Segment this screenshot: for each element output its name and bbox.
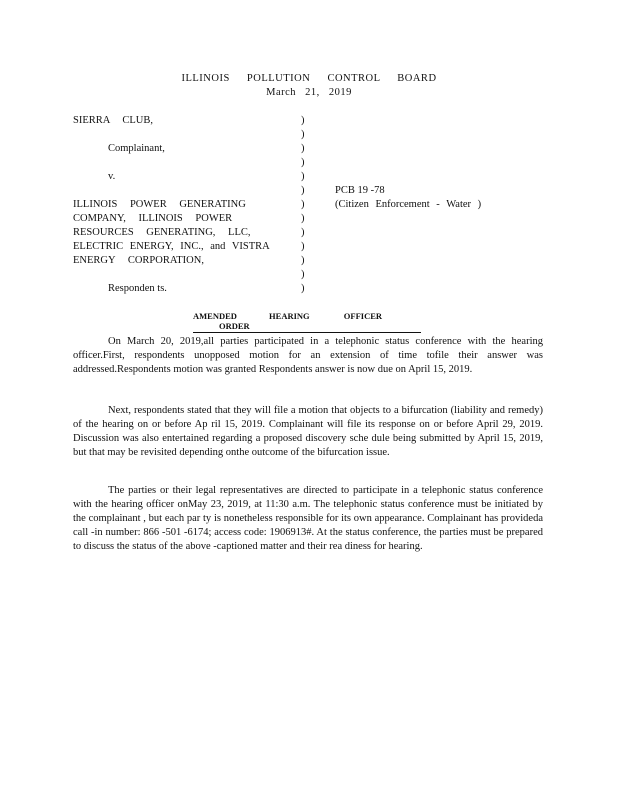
case-number: PCB 19 -78 — [335, 185, 385, 196]
order-title-word: AMENDED — [193, 311, 237, 321]
document-header — [0, 72, 618, 100]
paragraph-text: The parties or their legal representatives are directed to participate in a telephonic status conference with the hearing officer onMay 23, 2019, at 11:30 a.m. The telephonic status conference must be initiated by the complainant , but each par ty is nonetheless responsible for its own appearance. Complainant has provideda call -in number: 866 -501 -6174; access code: 1906913#. At the status conference, the parties must be prepared to discuss the status of the above -captioned matter and their rea diness for hearing. — [73, 485, 543, 552]
respondent-line: ILLINOIS POWER GENERATING — [73, 199, 246, 210]
order-date: March 21, 2019 — [266, 87, 352, 98]
respondent-line: ENERGY CORPORATION, — [73, 255, 204, 266]
order-title — [193, 311, 421, 333]
caption-parties — [73, 114, 298, 296]
paragraph-text: Next, respondents stated that they will file a motion that objects to a bifurcation (liability and remedy) of the hearing on or before Ap ril 15, 2019. Complainant will file its response on or before April 29, 2019. Discussion was also entertained regarding a proposed discovery sche dule being submitted by April 15, 2019, but that may be revisited depending onthe outcome of the bifurcation issue. — [73, 405, 543, 458]
order-title-word: ORDER — [219, 321, 250, 331]
paragraph-2 — [73, 404, 543, 460]
complainant-role: Complainant, — [108, 143, 165, 154]
paragraph-3 — [73, 484, 543, 554]
order-title-word: HEARING — [269, 311, 310, 321]
complainant-name: SIERRA CLUB, — [73, 115, 154, 126]
respondent-line: ELECTRIC ENERGY, INC., and VISTRA — [73, 241, 270, 252]
paragraph-1 — [73, 335, 543, 377]
paragraph-text: On March 20, 2019,all parties participated in a telephonic status conference with the hearing officer.First, respondents unopposed motion for an extension of time tofile their answer was addressed.Respondents motion was granted Respondents answer is now due on April 15, 2019. — [73, 336, 543, 375]
respondent-line: COMPANY, ILLINOIS POWER — [73, 213, 233, 224]
respondent-role: Responden ts. — [108, 283, 167, 294]
case-type: (Citizen Enforcement - Water ) — [335, 199, 482, 210]
caption-case-info — [335, 184, 481, 212]
agency-name: ILLINOIS POLLUTION CONTROL BOARD — [181, 73, 437, 84]
respondent-line: RESOURCES GENERATING, LLC, — [73, 227, 251, 238]
caption-parentheses: ) ) ) ) ) ) ) ) ) ) ) ) ) — [301, 115, 305, 294]
versus-label: v. — [108, 171, 116, 182]
order-title-word: OFFICER — [343, 311, 383, 321]
